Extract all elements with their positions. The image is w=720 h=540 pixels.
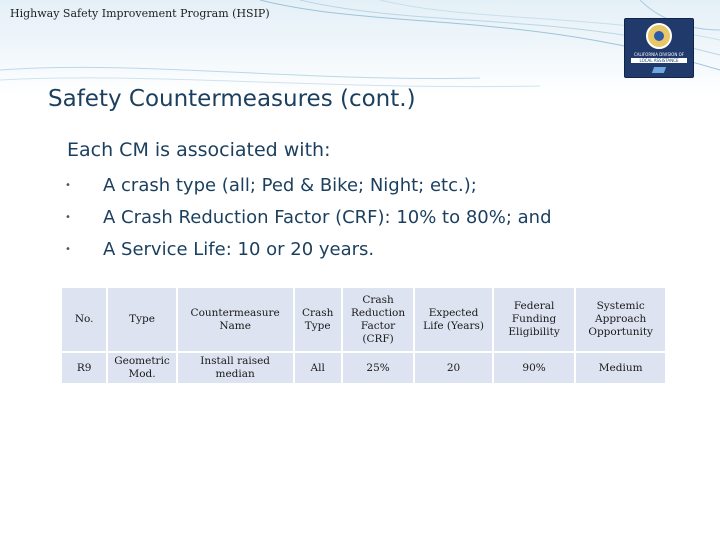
cell-federal-funding: 90% — [494, 353, 575, 383]
bullet-icon: • — [65, 212, 71, 223]
program-title: Highway Safety Improvement Program (HSIP) — [10, 7, 270, 20]
bullet-text: A crash type (all; Ped & Bike; Night; etc.); — [103, 175, 477, 196]
table-header-row — [62, 288, 665, 351]
bullet-icon: • — [65, 244, 71, 255]
header-systemic-approach: Systemic Approach Opportunity — [576, 288, 665, 351]
bullet-icon: • — [65, 180, 71, 191]
logo-mark-icon — [652, 67, 666, 73]
slide-title: Safety Countermeasures (cont.) — [48, 86, 416, 112]
cell-crf: 25% — [343, 353, 413, 383]
cell-systemic-approach: Medium — [576, 353, 665, 383]
cell-no: R9 — [62, 353, 106, 383]
intro-text: Each CM is associated with: — [67, 139, 331, 161]
header-expected-life: Expected Life (Years) — [415, 288, 492, 351]
cell-expected-life: 20 — [415, 353, 492, 383]
table-row — [62, 353, 665, 383]
header-no: No. — [62, 288, 106, 351]
caltrans-seal-icon — [646, 23, 672, 49]
cell-type: Geometric Mod. — [108, 353, 175, 383]
countermeasure-table — [60, 286, 667, 385]
header-countermeasure-name: Countermeasure Name — [178, 288, 293, 351]
logo-line-2: LOCAL ASSISTANCE — [631, 58, 687, 63]
logo-line-1: CALIFORNIA DIVISION OF — [633, 52, 685, 57]
header-type: Type — [108, 288, 175, 351]
header-federal-funding: Federal Funding Eligibility — [494, 288, 575, 351]
header-crf: Crash Reduction Factor (CRF) — [343, 288, 413, 351]
header-crash-type: Crash Type — [295, 288, 341, 351]
caltrans-logo — [624, 18, 694, 78]
bullet-text: A Service Life: 10 or 20 years. — [103, 239, 375, 260]
cell-crash-type: All — [295, 353, 341, 383]
logo-text — [627, 52, 691, 63]
cell-countermeasure-name: Install raised median — [178, 353, 293, 383]
bullet-text: A Crash Reduction Factor (CRF): 10% to 80%; and — [103, 207, 552, 228]
